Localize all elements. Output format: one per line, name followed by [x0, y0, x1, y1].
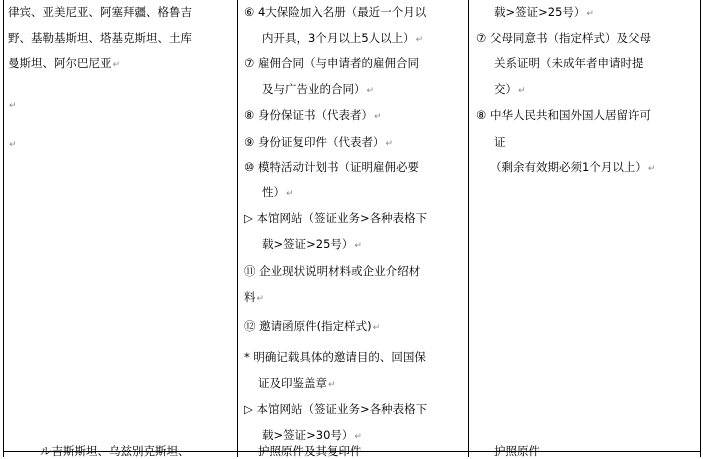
- paragraph-mark: ↵: [385, 139, 394, 149]
- triangle-bullet-icon: ▷: [244, 402, 253, 416]
- table-border-right: [700, 0, 701, 457]
- paragraph-mark: ↵: [586, 9, 594, 19]
- paragraph-mark: ↵: [373, 112, 382, 122]
- paragraph-mark: ↵: [9, 101, 17, 111]
- list-item-7-cont: 交）↵: [494, 82, 526, 96]
- paragraph-mark: ↵: [9, 140, 17, 150]
- website-link-1-cont: 载>签证>25号）↵: [262, 237, 362, 251]
- country-list-line: 野、基勒基斯坦、塔基克斯坦、土库: [8, 31, 192, 45]
- list-item-7: ⑦ 父母同意书（指定样式）及父母: [476, 31, 651, 45]
- note-item: * 明确记载具体的邀请目的、回国保: [244, 350, 426, 364]
- triangle-bullet-icon: ▷: [244, 211, 253, 225]
- paragraph-mark: ↵: [354, 432, 362, 442]
- country-list-line: 曼斯坦、阿尔巴尼亚↵: [8, 56, 121, 70]
- list-item-7-cont: 及与广告业的合同）↵: [262, 82, 375, 96]
- paragraph-mark: ↵: [328, 380, 336, 390]
- column-divider-2: [468, 0, 469, 457]
- paragraph-mark: ↵: [354, 241, 362, 251]
- paragraph-mark: ↵: [112, 60, 121, 70]
- list-item-6: ⑥ 4大保险加入名册（最近一个月以: [244, 5, 427, 19]
- website-link-2: ▷ 本馆网站（签证业务>各种表格下: [244, 402, 428, 416]
- list-item-10: ⑩ 模特活动计划书（证明雇佣必要: [244, 160, 419, 174]
- note-item-cont: 证及印鉴盖章↵: [258, 376, 336, 390]
- paragraph-mark: ↵: [256, 294, 265, 304]
- empty-paragraph: [8, 135, 17, 153]
- paragraph-mark: ↵: [372, 323, 381, 333]
- website-link-2-cont: 载>签证>30号）↵: [262, 428, 362, 442]
- table-border-left: [3, 0, 4, 457]
- validity-note: （剩余有效期必须1个月以上）↵: [490, 160, 656, 174]
- column-divider-1: [237, 0, 238, 457]
- paragraph-mark: ↵: [415, 35, 424, 45]
- list-item-9: ⑨ 身份证复印件（代表者）↵: [244, 135, 394, 149]
- list-item-6-cont: 内开具，3个月以上5人以上）↵: [262, 31, 424, 45]
- website-link-1: ▷ 本馆网站（签证业务>各种表格下: [244, 211, 428, 225]
- list-item-10-cont: 性）↵: [262, 185, 294, 199]
- list-item-12: ⑫ 邀请函原件(指定样式)↵: [244, 319, 381, 333]
- paragraph-mark: ↵: [647, 164, 656, 174]
- next-row-fragment: 护照原件及其复印件: [258, 444, 362, 458]
- list-item-11-cont: 料↵: [244, 290, 265, 304]
- country-list-line: 律宾、亚美尼亚、阿塞拜疆、格鲁吉: [8, 5, 192, 19]
- empty-paragraph: [8, 96, 17, 114]
- next-row-fragment: 护照原件: [494, 444, 540, 458]
- paragraph-mark: ↵: [366, 86, 375, 96]
- list-item-7-cont: 关系证明（未成年者申请时提: [494, 56, 644, 70]
- paragraph-mark: ↵: [286, 189, 294, 199]
- list-item-8: ⑧ 身份保证书（代表者）↵: [244, 108, 382, 122]
- paragraph-mark: ↵: [518, 86, 526, 96]
- list-item-8: ⑧ 中华人民共和国外国人居留许可: [476, 108, 651, 122]
- continued-text: 载>签证>25号）↵: [494, 5, 594, 19]
- asterisk-bullet-icon: *: [244, 350, 250, 364]
- list-item-8-cont: 证: [494, 135, 506, 149]
- next-row-fragment: ル吉斯斯坦、乌兹别克斯坦、: [40, 444, 190, 458]
- list-item-7: ⑦ 雇佣合同（与申请者的雇佣合同: [244, 56, 419, 70]
- list-item-11: ⑪ 企业现状说明材料或企业介绍材: [244, 264, 421, 278]
